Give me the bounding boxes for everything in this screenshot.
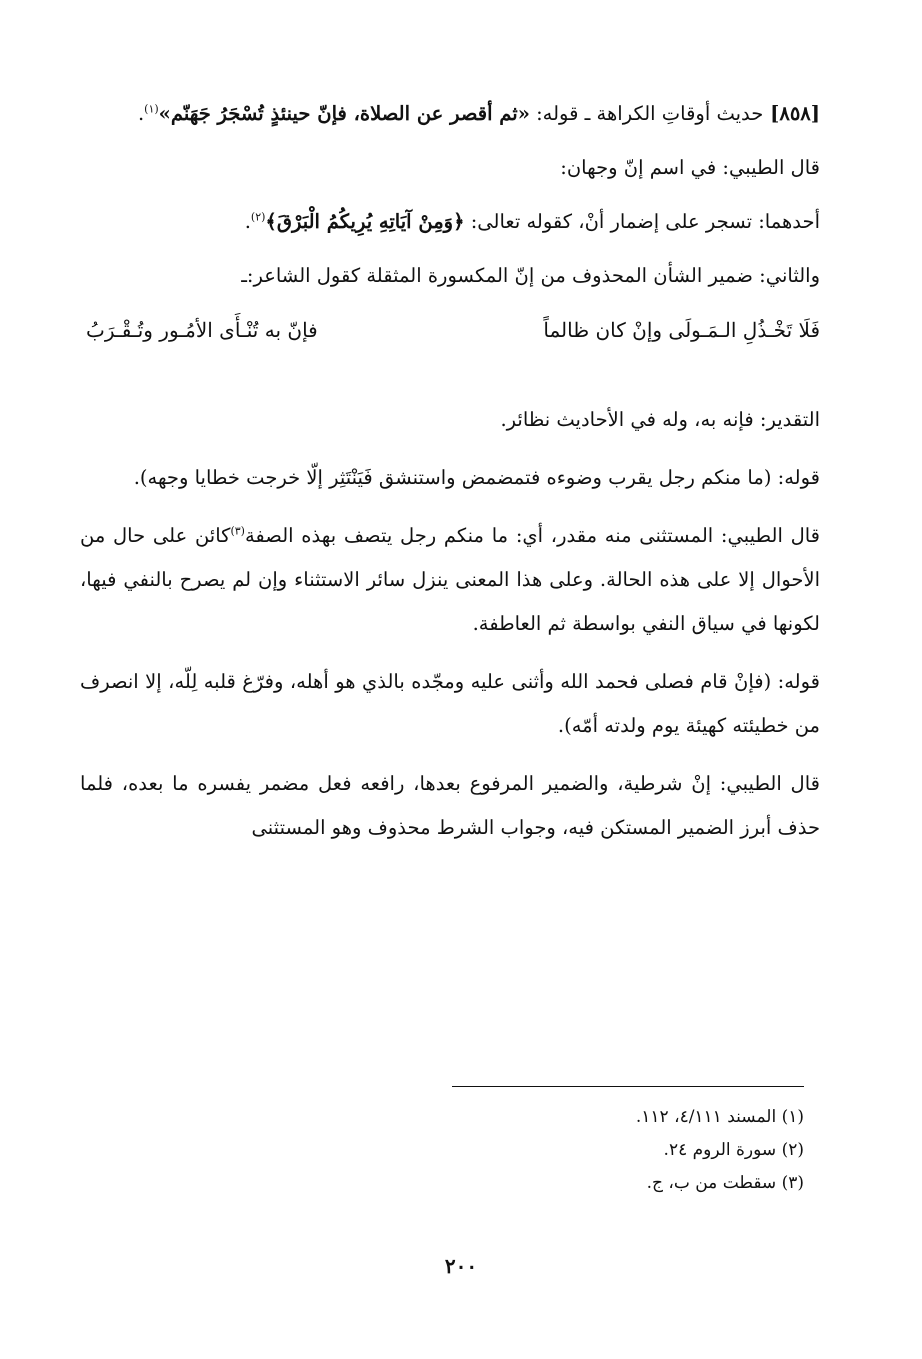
footnote-ref-3[interactable]: (٣) bbox=[230, 524, 245, 538]
tibi-exception-text: قال الطيبي: المستثنى منه مقدر، أي: ما منكم رجل يتصف بهذه الصفة bbox=[244, 524, 821, 547]
hadith-wudu-text: قوله: (ما منكم رجل يقرب وضوءه فتمضمض واستنشق فَيَنْتَثِر إلّا خرجت خطايا وجهه). bbox=[133, 466, 820, 489]
main-text bbox=[80, 92, 820, 864]
poem-verse bbox=[80, 308, 820, 352]
hadith-number: [٨٥٨] bbox=[763, 102, 820, 125]
tibi-intro-text: قال الطيبي: في اسم إنّ وجهان: bbox=[560, 156, 820, 179]
first-aspect-paragraph bbox=[80, 200, 820, 244]
paragraph-end-mark: . bbox=[244, 210, 251, 233]
tibi-intro-paragraph bbox=[80, 146, 820, 190]
tibi-condition-text: قال الطيبي: إنْ شرطية، والضمير المرفوع بعدها، رافعه فعل مضمر يفسره ما بعده، فلما حذف أبرز الضمير المستكن فيه، وجواب الشرط محذوف وهو المستثنى bbox=[80, 772, 820, 839]
tibi-condition-paragraph bbox=[80, 762, 820, 850]
footnote-divider bbox=[452, 1086, 804, 1087]
footnote-2: (٢) سورة الروم ٢٤. bbox=[663, 1140, 804, 1160]
poem-first-hemistich: فَلَا تَخْـذُلِ الـمَـولَى وإنْ كان ظالماً bbox=[543, 318, 820, 342]
hadith-heading-paragraph bbox=[80, 92, 820, 136]
footnote-3: (٣) سقطت من ب، ج. bbox=[646, 1173, 804, 1193]
footnote-ref-2[interactable]: (٢) bbox=[250, 210, 266, 224]
tibi-exception-paragraph bbox=[80, 514, 820, 646]
second-aspect-paragraph bbox=[80, 254, 820, 298]
hadith-prayer-text: قوله: (فإنْ قام فصلى فحمد الله وأثنى عليه ومجّده بالذي هو أهله، وفرّغ قلبه لِلّه، إلا انصرف من خطيئته كهيئة يوم ولدته أمّه). bbox=[80, 670, 820, 737]
hadith-title: حديث أوقاتِ الكراهة ـ قوله: bbox=[529, 102, 764, 125]
hadith-quote: «ثم أقصر عن الصلاة، فإنّ حينئذٍ تُسْجَرُ جَهَنّم» bbox=[158, 102, 530, 125]
tibi-exception-rest: كائن على حال من الأحوال إلا على هذه الحالة. وعلى هذا المعنى ينزل سائر الاستثناء وإن لم يصرح بالنفي فيها، لكونها في سياق النفي بواسطة ثم العاطفة. bbox=[80, 524, 820, 635]
hadith-prayer-paragraph bbox=[80, 660, 820, 748]
page-number: ٢٠٠ bbox=[444, 1254, 478, 1278]
paragraph-end-mark: . bbox=[137, 102, 145, 125]
footnote-1: (١) المسند ٤/١١١، ١١٢. bbox=[635, 1107, 804, 1127]
taqdir-paragraph bbox=[80, 398, 820, 442]
hadith-wudu-paragraph bbox=[80, 456, 820, 500]
quran-verse: ﴿وَمِنْ آيَاتِهِ يُرِيكُمُ الْبَرْقَ﴾ bbox=[265, 210, 465, 233]
first-aspect-text: أحدهما: تسجر على إضمار أنْ، كقوله تعالى: bbox=[464, 210, 820, 233]
second-aspect-text: والثاني: ضمير الشأن المحذوف من إنّ المكسورة المثقلة كقول الشاعر:ـ bbox=[241, 264, 820, 287]
taqdir-text: التقدير: فإنه به، وله في الأحاديث نظائر. bbox=[500, 408, 820, 431]
footnotes-section bbox=[100, 1086, 804, 1200]
footnote-ref-1[interactable]: (١) bbox=[144, 102, 159, 116]
poem-second-hemistich: فإنّ به تُنْـأَى الأمُـور وتُـقْـرَبُ bbox=[86, 318, 318, 342]
